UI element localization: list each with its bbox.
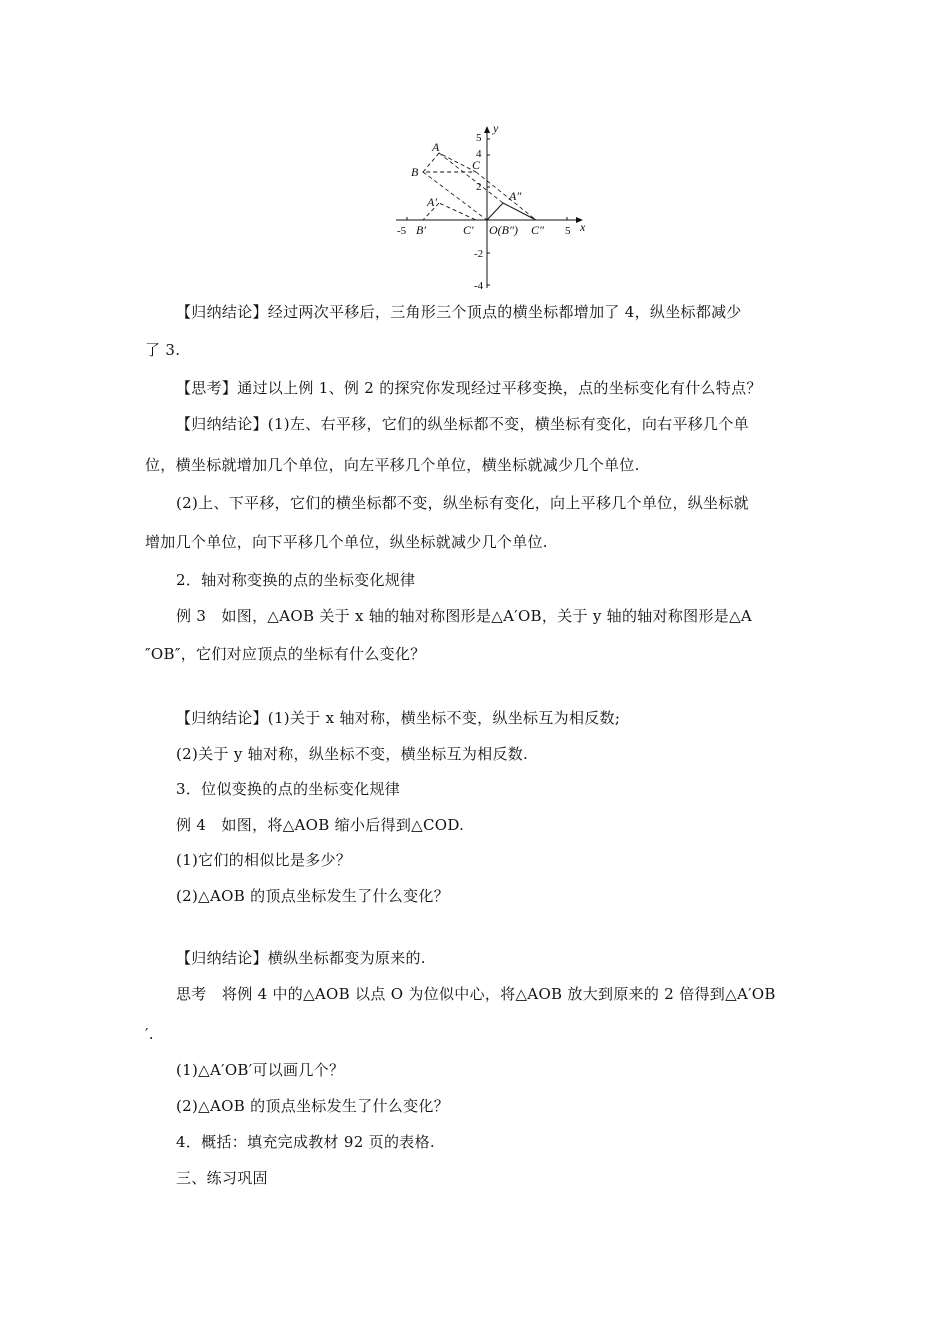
think-line1: 思考 将例 4 中的△AOB 以点 O 为位似中心，将△AOB 放大到原来的 2 倍得到△A′OB: [176, 985, 776, 1003]
conclusion-translation-line1: 【归纳结论】经过两次平移后，三角形三个顶点的横坐标都增加了 4，纵坐标都减少: [176, 303, 742, 321]
x-tick-neg5: -5: [397, 225, 407, 237]
example-4-question-1: (1)它们的相似比是多少？: [176, 851, 352, 869]
example-3-line2: ″OB″，它们对应顶点的坐标有什么变化？: [145, 645, 426, 663]
section-heading-2: 2．轴对称变换的点的坐标变化规律: [176, 571, 416, 589]
y-tick-neg2: -2: [474, 248, 484, 260]
think-line2: ′.: [145, 1025, 154, 1043]
example-4-question-2: (2)△AOB 的顶点坐标发生了什么变化？: [176, 887, 450, 905]
axis-label-x: x: [580, 220, 586, 234]
example-4: 例 4 如图，将△AOB 缩小后得到△COD.: [176, 816, 465, 834]
y-tick-neg4: -4: [474, 280, 484, 292]
conclusion-vertical-line1: (2)上、下平移，它们的横坐标都不变，纵坐标有变化，向上平移几个单位，纵坐标就: [176, 494, 749, 512]
triangle-a2oc2: [487, 203, 536, 220]
think-question-1: (1)△A′OB′可以画几个？: [176, 1061, 345, 1079]
point-a2: A″: [509, 189, 522, 203]
think-question-2: (2)△AOB 的顶点坐标发生了什么变化？: [176, 1097, 450, 1115]
connector-a-a2: [439, 153, 503, 203]
conclusion-similarity: 【归纳结论】横纵坐标都变为原来的.: [176, 949, 426, 967]
point-b1: B′: [416, 223, 426, 237]
point-a: A: [432, 140, 440, 154]
triangle-abc: [423, 153, 476, 172]
y-tick-5: 5: [476, 132, 482, 144]
point-c1: C′: [463, 223, 474, 237]
section-heading-practice: 三、练习巩固: [176, 1169, 268, 1187]
section-heading-4: 4．概括：填充完成教材 92 页的表格.: [176, 1133, 435, 1151]
conclusion-symmetry-line1: 【归纳结论】(1)关于 x 轴对称，横坐标不变，纵坐标互为相反数;: [176, 709, 621, 727]
y-tick-2: 2: [476, 181, 482, 193]
point-o: O(B″): [489, 223, 518, 237]
x-tick-5: 5: [565, 225, 571, 237]
connector-c-c2: [476, 172, 536, 220]
point-c2: C″: [531, 223, 545, 237]
conclusion-horizontal-line1: 【归纳结论】(1)左、右平移，它们的纵坐标都不变，横坐标有变化，向右平移几个单: [176, 415, 749, 433]
conclusion-vertical-line2: 增加几个单位，向下平移几个单位，纵坐标就减少几个单位.: [145, 533, 548, 551]
conclusion-symmetry-line2: (2)关于 y 轴对称，纵坐标不变，横坐标互为相反数.: [176, 745, 529, 763]
conclusion-horizontal-line2: 位，横坐标就增加几个单位，向左平移几个单位，横坐标就减少几个单位.: [145, 456, 640, 474]
example-3-line1: 例 3 如图，△AOB 关于 x 轴的轴对称图形是△A′OB，关于 y 轴的轴对称图形是△A: [176, 607, 753, 625]
axis-label-y: y: [493, 121, 499, 135]
point-b: B: [411, 165, 419, 179]
translation-diagram: [390, 116, 590, 294]
y-tick-4: 4: [476, 148, 482, 160]
conclusion-translation-line2: 了 3.: [145, 341, 181, 359]
coordinate-figure: [390, 116, 590, 294]
y-axis-arrow: [484, 126, 490, 133]
point-c: C: [472, 158, 481, 172]
think-question: 【思考】通过以上例 1、例 2 的探究你发现经过平移变换，点的坐标变化有什么特点？: [176, 379, 762, 397]
point-a1: A′: [427, 195, 437, 209]
section-heading-3: 3．位似变换的点的坐标变化规律: [176, 780, 401, 798]
